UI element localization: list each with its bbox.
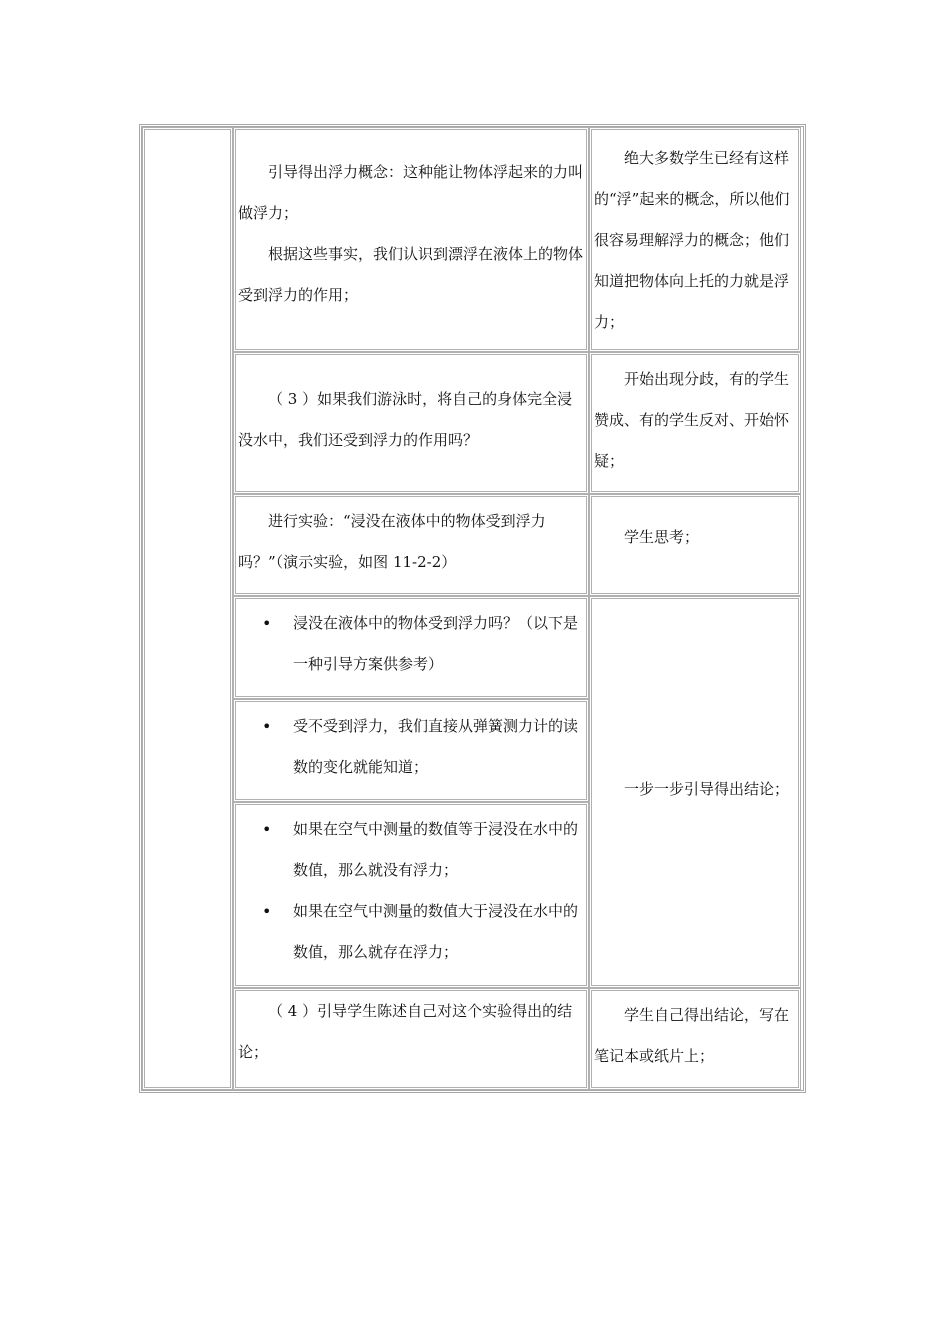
row4b-bullet-list bbox=[238, 706, 584, 788]
row4-student-cell bbox=[589, 596, 801, 988]
row1-student-text: 绝大多数学生已经有这样的“浮”起来的概念，所以他们很容易理解浮力的概念；他们知道把物体向上托的力就是浮力； bbox=[594, 149, 790, 331]
row4a-bullet-list bbox=[238, 603, 584, 685]
row5-student-text: 学生自己得出结论，写在笔记本或纸片上； bbox=[594, 1006, 790, 1065]
row4c-teacher-cell bbox=[233, 802, 589, 988]
row2-teacher-cell bbox=[233, 352, 589, 494]
row3-teacher-cell bbox=[233, 494, 589, 596]
row4a-teacher-cell bbox=[233, 596, 589, 699]
row5-teacher-text: （ 4 ）引导学生陈述自己对这个实验得出的结论； bbox=[238, 1002, 573, 1061]
row1-teacher-para1: 引导得出浮力概念：这种能让物体浮起来的力叫做浮力； bbox=[238, 163, 584, 222]
row4b-teacher-cell bbox=[233, 699, 589, 802]
row5-student-cell bbox=[589, 988, 801, 1090]
row4c-bullet-item-1: • 如果在空气中测量的数值等于浸没在水中的数值，那么就没有浮力； bbox=[293, 809, 584, 891]
row5-teacher-cell bbox=[233, 988, 589, 1090]
row4-student-text: 一步一步引导得出结论； bbox=[624, 780, 790, 798]
row1-student-cell bbox=[589, 127, 801, 352]
row3-student-cell bbox=[589, 494, 801, 596]
left-empty-column bbox=[142, 127, 233, 1090]
row2-teacher-text: （ 3 ）如果我们游泳时，将自己的身体完全浸没水中，我们还受到浮力的作用吗？ bbox=[238, 390, 573, 449]
row3-teacher-text: 进行实验：“浸没在液体中的物体受到浮力吗？”（演示实验，如图 11-2-2） bbox=[238, 512, 546, 571]
row4a-bullet-item: • 浸没在液体中的物体受到浮力吗？（以下是一种引导方案供参考） bbox=[293, 603, 584, 685]
row4c-bullet-list bbox=[238, 809, 584, 973]
row4b-bullet-item: • 受不受到浮力，我们直接从弹簧测力计的读数的变化就能知道； bbox=[293, 706, 584, 788]
row1-teacher-cell bbox=[233, 127, 589, 352]
row4c-bullet-item-2: • 如果在空气中测量的数值大于浸没在水中的数值，那么就存在浮力； bbox=[293, 891, 584, 973]
row1-teacher-para2: 根据这些事实，我们认识到漂浮在液体上的物体受到浮力的作用； bbox=[238, 245, 584, 304]
row2-student-cell bbox=[589, 352, 801, 494]
row3-student-text: 学生思考； bbox=[624, 528, 700, 546]
row2-student-text: 开始出现分歧，有的学生赞成、有的学生反对、开始怀疑； bbox=[594, 370, 790, 470]
